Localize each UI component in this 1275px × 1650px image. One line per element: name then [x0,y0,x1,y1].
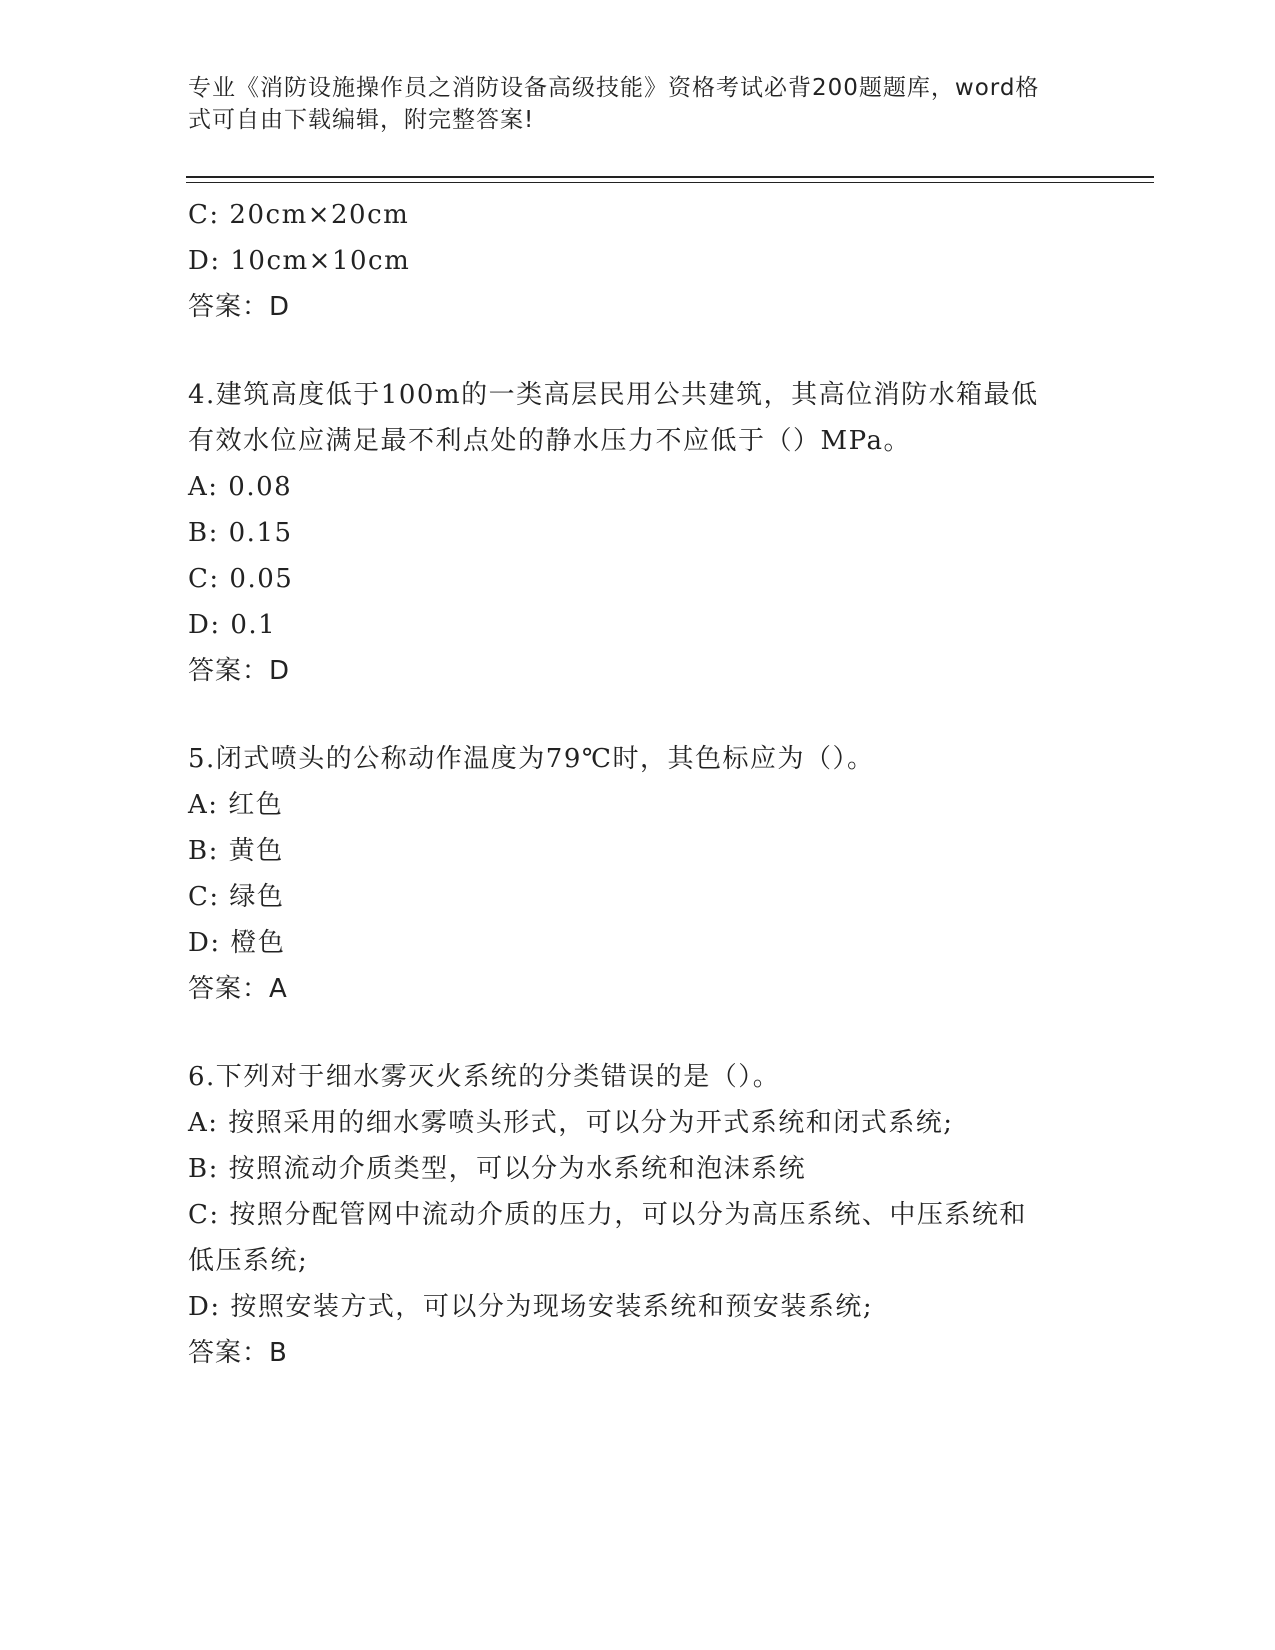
answer: 答案：B [188,1338,288,1368]
question-stem-line-1: 4.建筑高度低于100m的一类高层民用公共建筑，其高位消防水箱最低 [188,380,1039,410]
question-stem-line-2: 有效水位应满足最不利点处的静水压力不应低于（）MPa。 [188,426,911,456]
header-line-1: 专业《消防设施操作员之消防设备高级技能》资格考试必背200题题库，word格 [188,75,1040,101]
option-c: C: 0.05 [188,564,294,594]
option-d: D: 橙色 [188,928,286,958]
option-a: A: 按照采用的细水雾喷头形式，可以分为开式系统和闭式系统; [188,1108,954,1138]
header-divider-thin [186,182,1154,183]
option-a: A: 0.08 [188,472,293,502]
answer: 答案：A [188,974,288,1004]
answer: 答案：D [188,292,291,322]
option-c-line-2: 低压系统; [188,1246,309,1276]
header-divider-thick [186,176,1154,178]
question-4 [188,372,1088,694]
option-b: B: 按照流动介质类型，可以分为水系统和泡沫系统 [188,1154,807,1184]
question-stem: 5.闭式喷头的公称动作温度为79℃时，其色标应为（）。 [188,744,875,774]
option-b: B: 黄色 [188,836,284,866]
question-6 [188,1054,1088,1376]
option-d: D: 0.1 [188,610,277,640]
answer: 答案：D [188,656,291,686]
page-header [188,72,1068,136]
option-c: C: 绿色 [188,882,285,912]
question-5 [188,736,1088,1012]
option-c-line-1: C: 按照分配管网中流动介质的压力，可以分为高压系统、中压系统和 [188,1200,1027,1230]
option-a: A: 红色 [188,790,284,820]
option-b: B: 0.15 [188,518,293,548]
question-3-tail [188,192,1088,330]
question-body [188,192,1088,1376]
option-d: D: 10cm×10cm [188,246,411,276]
header-line-2: 式可自由下载编辑，附完整答案! [188,107,535,133]
question-stem: 6.下列对于细水雾灭火系统的分类错误的是（）。 [188,1062,781,1092]
option-c: C: 20cm×20cm [188,200,410,230]
option-d: D: 按照安装方式，可以分为现场安装系统和预安装系统; [188,1292,874,1322]
